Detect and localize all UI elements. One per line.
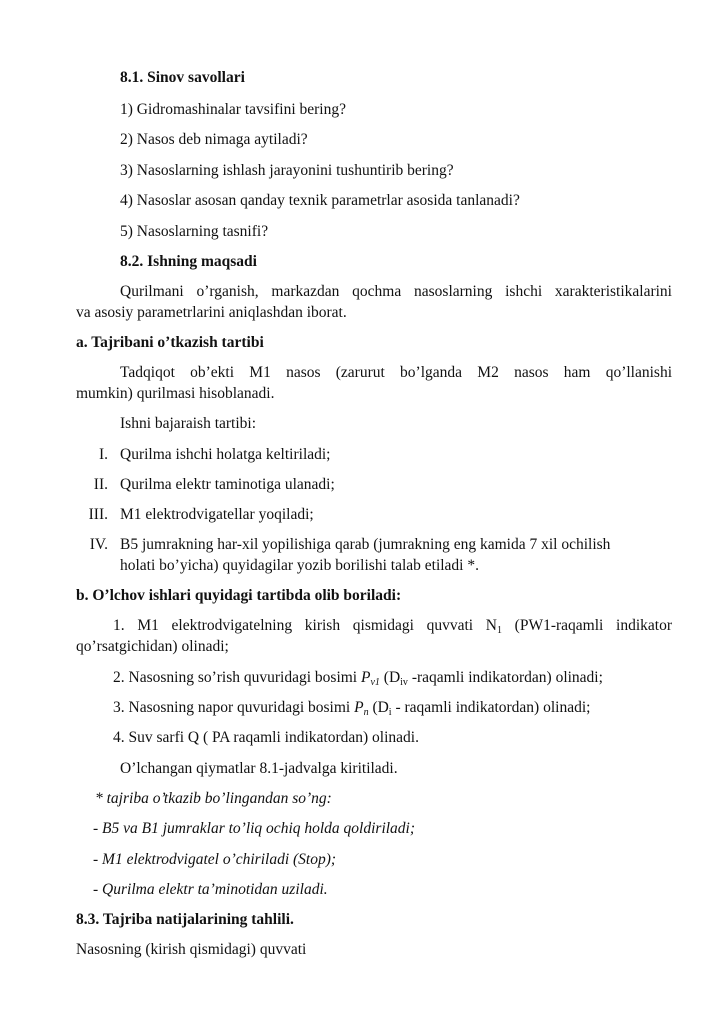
measure-3: 3. Nasosning napor quvuridagi bosimi Pn ($D_i$ - raqamli indikatordan) olinadi; xyxy=(113,699,591,718)
note-item-1: - B5 va B1 jumraklar to’liq ochiq holda qoldiriladi; xyxy=(93,820,416,837)
step-text-4: B5 jumrakning har-xil yopilishiga qarab (jumrakning eng kamida 7 xil ochilish xyxy=(120,536,611,553)
notes-title: * tajriba o’tkazib bo’lingandan so’ng: xyxy=(95,790,332,807)
question-5: 5) Nasoslarning tasnifi? xyxy=(120,223,269,240)
step-text-4-cont: holati bo’yicha) quyidagilar yozib borilishi talab etiladi *. xyxy=(120,557,479,574)
step-number-3: III. xyxy=(88,506,108,523)
question-2: 2) Nasos deb nimaga aytiladi? xyxy=(120,131,308,148)
note-item-2: - M1 elektrodvigatel o’chiriladi (Stop); xyxy=(93,851,337,868)
step-number-1: I. xyxy=(98,446,108,463)
question-1: 1) Gidromashinalar tavsifini bering? xyxy=(120,101,346,118)
measure-2: 2. Nasosning so’rish quvuridagi bosimi Pv1 ($D_{iv}$ -raqamli indikatordan) olinadi; xyxy=(113,669,603,688)
purpose-line-2: va asosiy parametrlarini aniqlashdan iborat. xyxy=(76,304,347,321)
measure-1-line-1: 1. M1 elektrodvigatelning kirish qismidagi quvvati $N_1$ (PW1-raqamli indikator xyxy=(113,617,672,636)
part-a-heading: a. Tajribani o’tkazish tartibi xyxy=(76,334,264,351)
purpose-line-1: Qurilmani o’rganish, markazdan qochma nasoslarning ishchi xarakteristikalarini xyxy=(120,283,672,300)
step-text-1: Qurilma ishchi holatga keltiriladi; xyxy=(120,446,331,463)
question-4: 4) Nasoslar asosan qanday texnik parametrlar asosida tanlanadi? xyxy=(120,192,520,209)
section-heading-8-3: 8.3. Tajriba natijalarining tahlili. xyxy=(76,911,294,928)
section-heading-8-1: 8.1. Sinov savollari xyxy=(120,69,245,86)
question-3: 3) Nasoslarning ishlash jarayonini tushuntirib bering? xyxy=(120,162,454,179)
section-heading-8-2: 8.2. Ishning maqsadi xyxy=(120,253,257,270)
order-label: Ishni bajaraish tartibi: xyxy=(120,415,257,432)
part-a-intro-line-1: Tadqiqot ob’ekti M1 nasos (zarurut bo’lganda M2 nasos ham qo’llanishi xyxy=(120,364,672,381)
step-number-4: IV. xyxy=(89,536,108,553)
measure-4: 4. Suv sarfi Q ( PA raqamli indikatordan) olinadi. xyxy=(113,729,419,746)
step-text-2: Qurilma elektr taminotiga ulanadi; xyxy=(120,476,335,493)
note-item-3: - Qurilma elektr ta’minotidan uziladi. xyxy=(93,881,328,898)
analysis-line: Nasosning (kirish qismidagi) quvvati xyxy=(76,941,307,958)
step-number-2: II. xyxy=(93,476,108,493)
recorded-note: O’lchangan qiymatlar 8.1-jadvalga kiritiladi. xyxy=(120,760,398,777)
part-b-heading: b. O’lchov ishlari quyidagi tartibda olib boriladi: xyxy=(76,587,402,604)
step-text-3: M1 elektrodvigatellar yoqiladi; xyxy=(120,506,314,523)
measure-1-line-2: qo’rsatgichidan) olinadi; xyxy=(76,638,229,655)
part-a-intro-line-2: mumkin) qurilmasi hisoblanadi. xyxy=(76,385,275,402)
